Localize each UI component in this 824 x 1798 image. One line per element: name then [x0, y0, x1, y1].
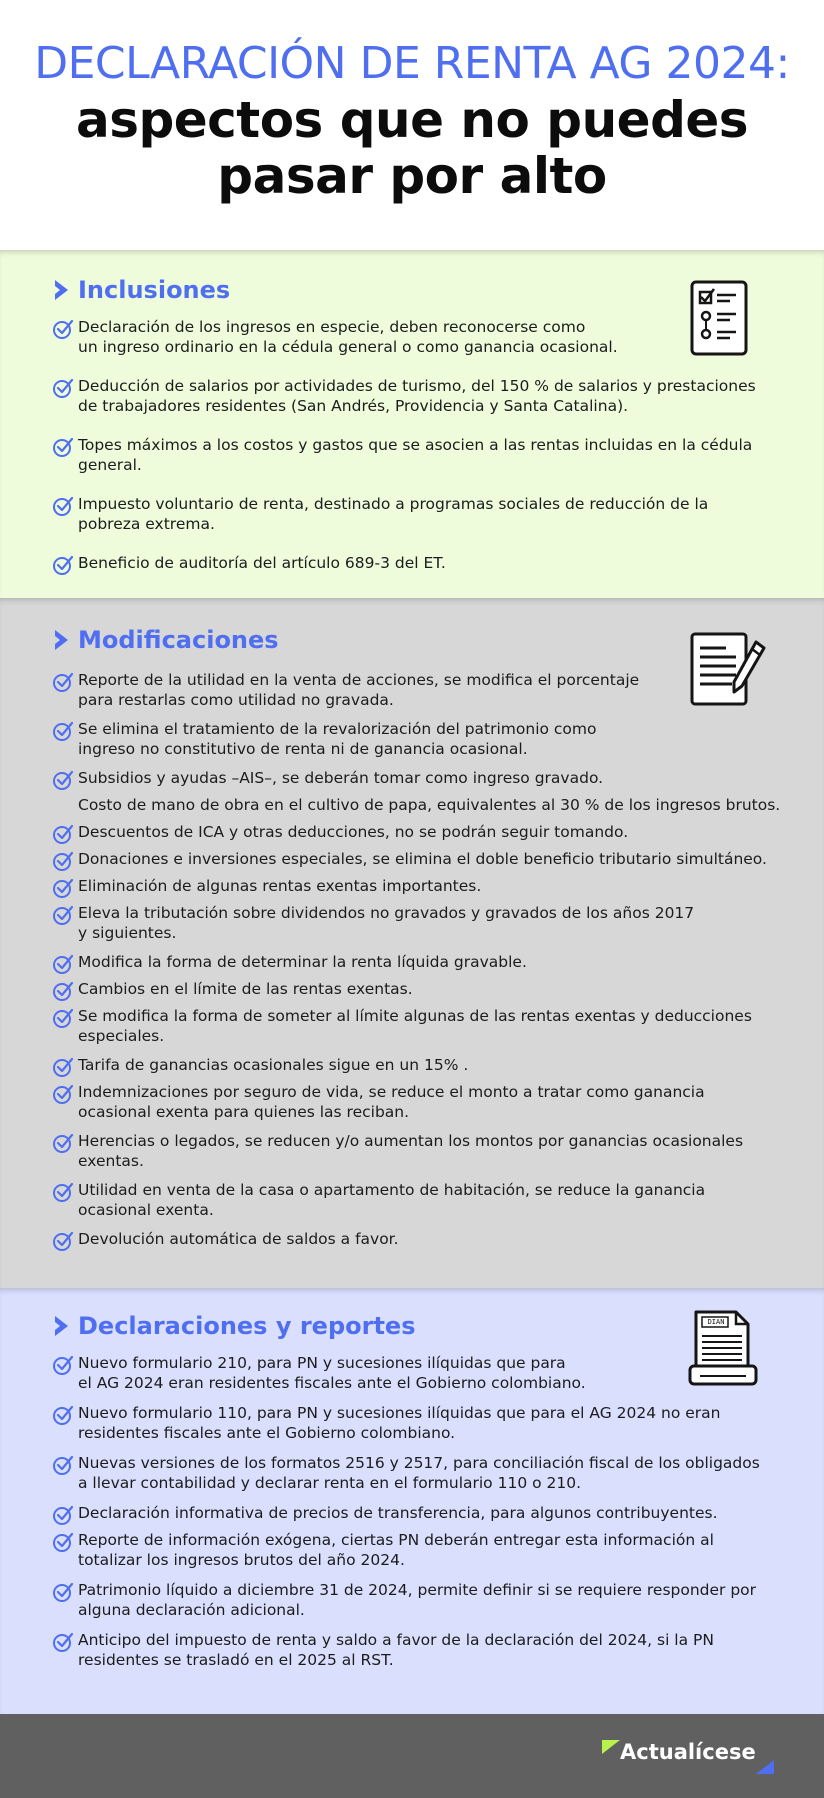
check-circle-icon — [52, 953, 74, 975]
list-item-line: totalizar los ingresos brutos del año 2024. — [78, 1551, 405, 1569]
list-item — [52, 1453, 760, 1493]
list-item-line: ocasional exenta. — [78, 1201, 214, 1219]
list-item-line: Deducción de salarios por actividades de turismo, del 150 % de salarios y prestaciones — [78, 377, 756, 395]
check-circle-icon — [52, 769, 74, 791]
section-title-text: Modificaciones — [78, 626, 279, 654]
list-item-line: Herencias o legados, se reducen y/o aumentan los montos por ganancias ocasionales — [78, 1132, 744, 1150]
list-item-line: Eliminación de algunas rentas exentas importantes. — [78, 877, 482, 895]
check-circle-icon — [52, 1083, 74, 1105]
list-item-line: el AG 2024 eran residentes fiscales ante el Gobierno colombiano. — [78, 1374, 586, 1392]
list-item-line: Impuesto voluntario de renta, destinado a programas sociales de reducción de la — [78, 495, 709, 513]
list-item — [52, 979, 413, 1002]
list-item-line: Nuevo formulario 210, para PN y sucesiones ilíquidas que para — [78, 1354, 566, 1372]
check-circle-icon — [52, 1354, 74, 1376]
section-title-text: Inclusiones — [78, 276, 231, 304]
check-circle-icon — [52, 318, 74, 340]
actualicese-logo — [600, 1738, 780, 1778]
chevron-right-icon — [52, 1314, 74, 1338]
list-item-text — [78, 1530, 714, 1570]
list-item — [52, 1006, 752, 1046]
check-circle-icon — [52, 495, 74, 517]
check-circle-icon — [52, 377, 74, 399]
check-circle-icon — [52, 1631, 74, 1653]
check-circle-icon — [52, 671, 74, 693]
list-item-line: general. — [78, 456, 142, 474]
check-circle-icon — [52, 823, 74, 845]
list-item-line: Nuevo formulario 110, para PN y sucesiones ilíquidas que para el AG 2024 no eran — [78, 1404, 721, 1422]
list-item-line: especiales. — [78, 1027, 165, 1045]
list-item-text — [78, 768, 603, 788]
check-circle-icon — [52, 1181, 74, 1203]
list-item-line: Indemnizaciones por seguro de vida, se reduce el monto a tratar como ganancia — [78, 1083, 705, 1101]
list-item-line: Se elimina el tratamiento de la revalorización del patrimonio como — [78, 720, 597, 738]
list-item-line: ingreso no constitutivo de renta ni de ganancia ocasional. — [78, 740, 528, 758]
list-item-text — [78, 979, 413, 999]
list-item-text — [78, 1453, 760, 1493]
list-item-line: Nuevas versiones de los formatos 2516 y 2517, para conciliación fiscal de los obligados — [78, 1454, 760, 1472]
chevron-right-icon — [52, 628, 74, 652]
list-item-text — [78, 494, 708, 534]
list-item-text — [78, 1082, 705, 1122]
check-circle-icon — [52, 1230, 74, 1252]
list-item — [52, 952, 527, 975]
list-item — [52, 1082, 705, 1122]
section-declaraciones — [0, 1288, 824, 1714]
check-circle-icon — [52, 1454, 74, 1476]
list-item-line: Patrimonio líquido a diciembre 31 de 2024, permite definir si se requiere responder por — [78, 1581, 757, 1599]
check-circle-icon — [52, 720, 74, 742]
list-item-text — [78, 1180, 705, 1220]
list-item-line: un ingreso ordinario en la cédula general o como ganancia ocasional. — [78, 338, 618, 356]
list-item-text — [78, 876, 481, 896]
check-circle-icon — [52, 1404, 74, 1426]
list-item-line: pobreza extrema. — [78, 515, 215, 533]
check-circle-icon — [52, 1531, 74, 1553]
logo-text: Actualícese — [620, 1740, 756, 1764]
list-item-line: residentes se trasladó en el 2025 al RST. — [78, 1651, 394, 1669]
list-item — [52, 795, 780, 818]
list-item-text — [78, 822, 628, 842]
list-item-line: Cambios en el límite de las rentas exentas. — [78, 980, 413, 998]
list-item — [52, 1503, 718, 1526]
list-item — [52, 494, 708, 534]
header — [0, 0, 824, 250]
list-item-text — [78, 849, 767, 869]
document-pen-icon — [690, 632, 766, 708]
list-item — [52, 1630, 714, 1670]
section-modificaciones — [0, 598, 824, 1288]
check-circle-icon — [52, 554, 74, 576]
check-circle-icon — [52, 436, 74, 458]
title-line-2: aspectos que no puedes — [75, 91, 749, 149]
list-item — [52, 1403, 721, 1443]
list-item-line: alguna declaración adicional. — [78, 1601, 305, 1619]
list-item — [52, 1580, 756, 1620]
check-circle-icon — [52, 1504, 74, 1526]
section-title-declaraciones — [52, 1311, 415, 1341]
chevron-right-icon — [52, 278, 74, 302]
list-item-line: Eleva la tributación sobre dividendos no gravados y gravados de los años 2017 — [78, 904, 695, 922]
list-item-line: Utilidad en venta de la casa o apartamento de habitación, se reduce la ganancia — [78, 1181, 706, 1199]
section-inclusiones — [0, 250, 824, 598]
list-item-line: exentas. — [78, 1152, 144, 1170]
list-item-line: Declaración de los ingresos en especie, deben reconocerse como — [78, 318, 586, 336]
list-item — [52, 553, 446, 576]
list-item — [52, 670, 639, 710]
list-item — [52, 768, 603, 791]
list-item — [52, 317, 618, 357]
list-item-text — [78, 376, 756, 416]
list-item — [52, 903, 694, 943]
list-item-text — [78, 1229, 399, 1249]
list-item-line: Declaración informativa de precios de transferencia, para algunos contribuyentes. — [78, 1504, 718, 1522]
list-item-text — [78, 903, 694, 943]
list-item-text — [78, 1055, 468, 1075]
list-item — [52, 1353, 586, 1393]
list-item-text — [78, 1403, 721, 1443]
check-circle-icon — [52, 1132, 74, 1154]
list-item-text — [78, 317, 618, 357]
list-item-line: Anticipo del impuesto de renta y saldo a favor de la declaración del 2024, si la PN — [78, 1631, 714, 1649]
list-item — [52, 1055, 468, 1078]
list-item — [52, 1180, 705, 1220]
list-item — [52, 719, 597, 759]
list-item-line: ocasional exenta para quienes las reciban. — [78, 1103, 410, 1121]
list-item — [52, 1229, 399, 1252]
check-circle-icon — [52, 877, 74, 899]
list-item-text — [78, 670, 639, 710]
list-item-text — [78, 553, 446, 573]
title-line-3: pasar por alto — [217, 147, 607, 205]
list-item-text — [78, 952, 527, 972]
list-item — [52, 435, 752, 475]
list-item-text — [78, 1353, 586, 1393]
list-item-line: residentes fiscales ante el Gobierno colombiano. — [78, 1424, 456, 1442]
title-line-1: DECLARACIÓN DE RENTA AG 2024: — [34, 38, 790, 89]
section-title-inclusiones — [52, 275, 230, 305]
list-item — [52, 849, 767, 872]
list-item-text — [78, 1580, 756, 1620]
list-item — [52, 876, 481, 899]
check-circle-icon — [52, 850, 74, 872]
dian-label: DIAN — [707, 1318, 725, 1326]
list-item-line: Reporte de la utilidad en la venta de acciones, se modifica el porcentaje — [78, 671, 640, 689]
list-item-text — [78, 1131, 743, 1171]
list-item-text — [78, 1006, 752, 1046]
list-item-line: Reporte de información exógena, ciertas PN deberán entregar esta información al — [78, 1531, 714, 1549]
list-item-line: de trabajadores residentes (San Andrés, Providencia y Santa Catalina). — [78, 397, 629, 415]
list-item-text — [78, 1630, 714, 1670]
section-title-modificaciones — [52, 625, 279, 655]
section-title-text: Declaraciones y reportes — [78, 1312, 416, 1340]
dian-document-icon — [688, 1310, 758, 1388]
list-item-line: Modifica la forma de determinar la renta líquida gravable. — [78, 953, 527, 971]
check-circle-icon — [52, 1056, 74, 1078]
list-item-line: Beneficio de auditoría del artículo 689-3 del ET. — [78, 554, 446, 572]
list-item-text — [78, 795, 780, 815]
check-circle-icon — [52, 904, 74, 926]
list-item — [52, 1131, 743, 1171]
list-item-line: y siguientes. — [78, 924, 177, 942]
list-item-text — [78, 435, 752, 475]
list-item-line: Tarifa de ganancias ocasionales sigue en un 15% . — [78, 1056, 469, 1074]
list-item-line: Subsidios y ayudas –AIS–, se deberán tomar como ingreso gravado. — [78, 769, 604, 787]
list-item — [52, 376, 756, 416]
list-item — [52, 822, 628, 845]
list-item-line: Donaciones e inversiones especiales, se elimina el doble beneficio tributario simultáneo. — [78, 850, 767, 868]
checklist-icon — [690, 280, 748, 356]
list-item-text — [78, 1503, 718, 1523]
list-item-line: para restarlas como utilidad no gravada. — [78, 691, 394, 709]
list-item-line: Costo de mano de obra en el cultivo de papa, equivalentes al 30 % de los ingresos brutos. — [78, 796, 781, 814]
list-item-line: a llevar contabilidad y declarar renta en el formulario 110 o 210. — [78, 1474, 582, 1492]
list-item-text — [78, 719, 597, 759]
check-circle-icon — [52, 1581, 74, 1603]
list-item — [52, 1530, 714, 1570]
list-item-line: Se modifica la forma de someter al límite algunas de las rentas exentas y deducciones — [78, 1007, 752, 1025]
check-circle-icon — [52, 1007, 74, 1029]
list-item-line: Topes máximos a los costos y gastos que se asocien a las rentas incluidas en la cédula — [78, 436, 753, 454]
check-circle-icon — [52, 980, 74, 1002]
list-item-line: Devolución automática de saldos a favor. — [78, 1230, 399, 1248]
list-item-line: Descuentos de ICA y otras deducciones, no se podrán seguir tomando. — [78, 823, 629, 841]
